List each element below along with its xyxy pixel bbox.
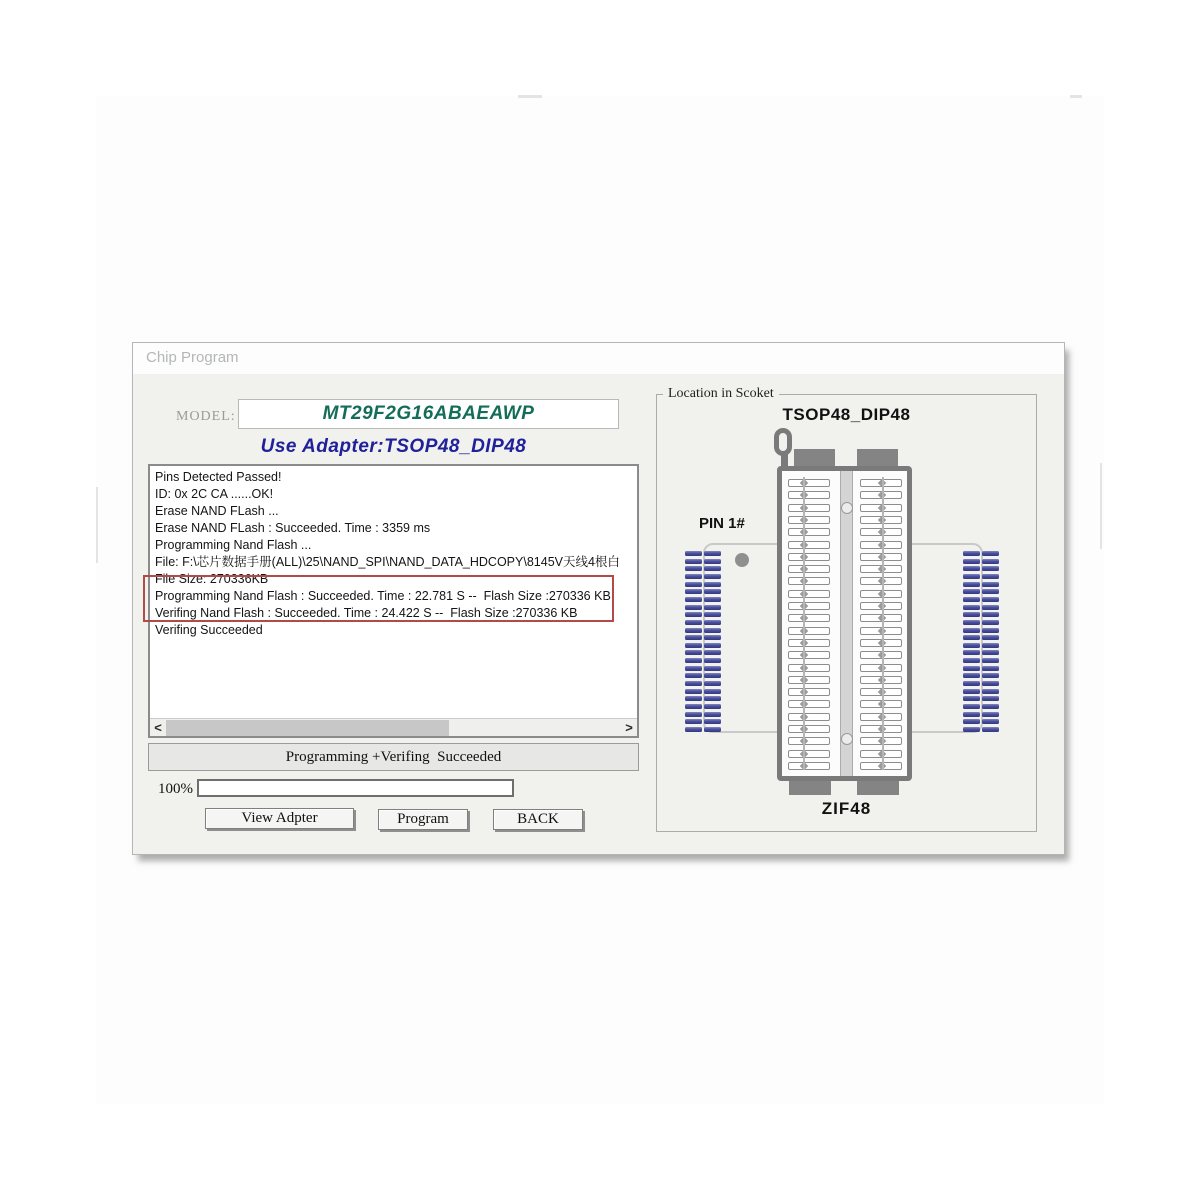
adapter-pin: [982, 582, 999, 587]
log-output-box[interactable]: [148, 464, 639, 738]
socket-slot: [860, 491, 902, 499]
adapter-pin: [963, 574, 980, 579]
adapter-pin: [963, 582, 980, 587]
log-line: Programming Nand Flash : Succeeded. Time : 22.781 S -- Flash Size :270336 KB: [155, 589, 611, 603]
adapter-pin: [704, 574, 721, 579]
socket-slot: [788, 639, 830, 647]
adapter-pin: [963, 666, 980, 671]
adapter-pin: [963, 673, 980, 678]
adapter-pin: [982, 635, 999, 640]
adapter-pin: [963, 712, 980, 717]
pin1-label: PIN 1#: [699, 515, 745, 532]
socket-slot: [860, 565, 902, 573]
adapter-pin: [704, 597, 721, 602]
log-line: File: F:\芯片数据手册(ALL)\25\NAND_SPI\NAND_DATA_HDCOPY\8145V天线4根白: [155, 555, 620, 569]
adapter-pin: [982, 643, 999, 648]
adapter-pin: [685, 551, 702, 556]
adapter-pin: [963, 559, 980, 564]
right-pin-column-outer: [982, 551, 999, 735]
socket-slot: [788, 725, 830, 733]
adapter-pin: [982, 712, 999, 717]
socket-slot: [860, 516, 902, 524]
zif48-label: ZIF48: [821, 799, 872, 818]
socket-slot-column-left: [788, 479, 830, 776]
adapter-pin: [963, 620, 980, 625]
socket-slot: [788, 713, 830, 721]
adapter-pin: [685, 696, 702, 701]
adapter-pin: [685, 574, 702, 579]
model-value-field: MT29F2G16ABAEAWP: [238, 399, 619, 429]
model-label: MODEL:: [176, 409, 236, 424]
log-line: Programming Nand Flash ...: [155, 538, 312, 552]
adapter-pin: [685, 597, 702, 602]
adapter-pin: [685, 635, 702, 640]
socket-slot: [860, 577, 902, 585]
adapter-title: TSOP48_DIP48: [782, 405, 911, 424]
view-adapter-button[interactable]: View Adpter: [205, 808, 354, 829]
adapter-pin: [982, 681, 999, 686]
log-text: [150, 466, 637, 718]
adapter-pin: [963, 589, 980, 594]
adapter-pin: [685, 643, 702, 648]
socket-slot: [860, 602, 902, 610]
adapter-pin: [704, 582, 721, 587]
scrollbar-thumb[interactable]: [166, 720, 449, 736]
adapter-pin: [982, 628, 999, 633]
adapter-pin: [963, 566, 980, 571]
horizontal-scrollbar[interactable]: [150, 718, 637, 736]
location-in-socket-group: [656, 386, 1037, 832]
scan-artifact: [1070, 95, 1082, 98]
adapter-pin: [685, 712, 702, 717]
adapter-pin: [963, 628, 980, 633]
use-adapter-text: Use Adapter:TSOP48_DIP48: [260, 436, 527, 457]
adapter-pin: [685, 727, 702, 732]
adapter-pin: [963, 658, 980, 663]
adapter-pin: [704, 658, 721, 663]
adapter-pin: [963, 612, 980, 617]
adapter-pin: [704, 689, 721, 694]
adapter-pin: [982, 612, 999, 617]
window-title: Chip Program: [146, 349, 239, 366]
socket-slot: [788, 590, 830, 598]
log-line: File Size: 270336KB: [155, 572, 269, 586]
socket-slot: [860, 627, 902, 635]
window-titlebar[interactable]: [133, 343, 1064, 374]
socket-slot: [860, 725, 902, 733]
adapter-pin: [963, 704, 980, 709]
adapter-pin: [982, 689, 999, 694]
log-line: Pins Detected Passed!: [155, 470, 282, 484]
socket-center-rail: [840, 471, 853, 776]
socket-slot: [788, 750, 830, 758]
adapter-pin: [685, 689, 702, 694]
socket-slot: [788, 553, 830, 561]
rail-screw-bottom: [841, 733, 853, 745]
adapter-pin: [685, 628, 702, 633]
zif-lever-icon: [774, 428, 792, 456]
program-button[interactable]: Program: [378, 809, 468, 830]
adapter-pin: [982, 704, 999, 709]
adapter-pin: [704, 559, 721, 564]
adapter-pin: [963, 719, 980, 724]
log-line: Erase NAND FLash ...: [155, 504, 279, 518]
adapter-pin: [685, 582, 702, 587]
rail-screw-top: [841, 502, 853, 514]
adapter-pin: [963, 597, 980, 602]
socket-slot-column-right: [860, 479, 902, 776]
socket-slot: [860, 713, 902, 721]
adapter-pin: [704, 605, 721, 610]
socket-slot: [860, 700, 902, 708]
adapter-pin: [982, 666, 999, 671]
adapter-pin: [704, 635, 721, 640]
adapter-pin: [685, 673, 702, 678]
scan-artifact: [518, 95, 542, 98]
adapter-pin: [704, 551, 721, 556]
socket-slot: [860, 639, 902, 647]
socket-slot: [788, 528, 830, 536]
socket-slot: [860, 479, 902, 487]
adapter-pin: [704, 712, 721, 717]
socket-slot: [788, 737, 830, 745]
chip-program-window: [132, 342, 1065, 855]
adapter-pin: [704, 628, 721, 633]
socket-slot: [788, 651, 830, 659]
adapter-pin: [685, 589, 702, 594]
socket-slot: [860, 528, 902, 536]
adapter-pin: [982, 559, 999, 564]
socket-slot: [860, 688, 902, 696]
adapter-pin: [704, 643, 721, 648]
adapter-pin: [982, 566, 999, 571]
adapter-pin: [704, 727, 721, 732]
socket-slot: [788, 627, 830, 635]
adapter-pin: [685, 605, 702, 610]
adapter-pin: [685, 719, 702, 724]
socket-slot: [860, 750, 902, 758]
status-bar: [148, 743, 639, 771]
group-title: Location in Scoket: [663, 386, 779, 402]
log-line: ID: 0x 2C CA ......OK!: [155, 487, 274, 501]
adapter-pin: [982, 551, 999, 556]
socket-slot: [788, 762, 830, 770]
adapter-pin: [963, 551, 980, 556]
socket-slot: [788, 614, 830, 622]
log-line: Erase NAND FLash : Succeeded. Time : 3359 ms: [155, 521, 431, 535]
right-pin-column-inner: [963, 551, 980, 735]
progress-bar: [197, 779, 514, 797]
adapter-pin: [685, 681, 702, 686]
adapter-pin: [685, 566, 702, 571]
socket-slot: [788, 504, 830, 512]
socket-slot: [860, 541, 902, 549]
scan-artifact: [96, 487, 98, 563]
scroll-right-arrow-icon[interactable]: >: [625, 720, 633, 735]
back-button[interactable]: BACK: [493, 809, 583, 830]
socket-slot: [860, 590, 902, 598]
socket-top-right-tab: [857, 449, 898, 467]
socket-slot: [788, 700, 830, 708]
socket-slot: [788, 565, 830, 573]
adapter-pin: [963, 605, 980, 610]
socket-slot: [860, 762, 902, 770]
adapter-pin: [704, 566, 721, 571]
adapter-pin: [704, 673, 721, 678]
adapter-pin: [982, 650, 999, 655]
adapter-pin: [704, 650, 721, 655]
adapter-pin: [685, 666, 702, 671]
left-pin-column-inner: [704, 551, 721, 735]
socket-slot: [860, 504, 902, 512]
adapter-pin: [685, 658, 702, 663]
socket-slot: [860, 553, 902, 561]
socket-slot: [860, 614, 902, 622]
socket-slot: [788, 664, 830, 672]
adapter-pin: [963, 650, 980, 655]
adapter-pin: [704, 589, 721, 594]
adapter-pin: [963, 727, 980, 732]
socket-slot: [788, 491, 830, 499]
log-line: Verifing Nand Flash : Succeeded. Time : 24.422 S -- Flash Size :270336 KB: [155, 606, 578, 620]
adapter-pin: [963, 681, 980, 686]
socket-slot: [860, 651, 902, 659]
socket-top-left-tab: [794, 449, 835, 467]
socket-slot: [788, 479, 830, 487]
progress-percent-label: 100%: [158, 781, 193, 797]
adapter-pin: [982, 673, 999, 678]
adapter-pin: [685, 704, 702, 709]
scroll-left-arrow-icon[interactable]: <: [154, 720, 162, 735]
adapter-pin: [963, 635, 980, 640]
contact-rail-right: [882, 477, 884, 770]
adapter-pin: [704, 704, 721, 709]
adapter-pin: [685, 612, 702, 617]
socket-slot: [788, 577, 830, 585]
adapter-pin: [685, 650, 702, 655]
adapter-pin: [982, 605, 999, 610]
adapter-pin: [982, 696, 999, 701]
contact-rail-left: [803, 477, 805, 770]
adapter-pin: [704, 620, 721, 625]
socket-slot: [788, 602, 830, 610]
status-text: Programming +Verifing Succeeded: [285, 749, 502, 765]
socket-slot: [860, 737, 902, 745]
adapter-pin: [685, 559, 702, 564]
adapter-pin: [982, 597, 999, 602]
adapter-pin: [685, 620, 702, 625]
adapter-pin: [963, 689, 980, 694]
socket-slot: [788, 676, 830, 684]
socket-slot: [860, 664, 902, 672]
socket-slot: [860, 676, 902, 684]
left-pin-column-outer: [685, 551, 702, 735]
adapter-pin: [704, 681, 721, 686]
adapter-pin: [982, 727, 999, 732]
log-line: Verifing Succeeded: [155, 623, 263, 637]
adapter-pin: [982, 620, 999, 625]
adapter-pin: [982, 589, 999, 594]
adapter-pin: [963, 643, 980, 648]
adapter-pin: [704, 719, 721, 724]
socket-slot: [788, 688, 830, 696]
socket-slot: [788, 516, 830, 524]
adapter-pin: [704, 696, 721, 701]
adapter-pin: [704, 666, 721, 671]
scan-artifact: [1100, 463, 1102, 549]
adapter-pin: [982, 658, 999, 663]
adapter-pin: [982, 574, 999, 579]
adapter-pin: [982, 719, 999, 724]
adapter-pin: [704, 612, 721, 617]
adapter-pin: [963, 696, 980, 701]
socket-slot: [788, 541, 830, 549]
zif-socket-body: [777, 466, 912, 781]
